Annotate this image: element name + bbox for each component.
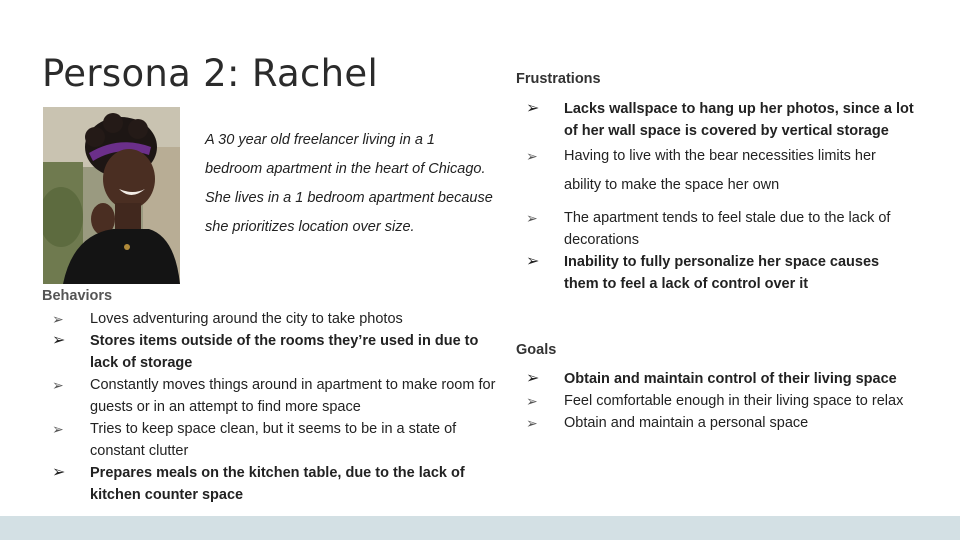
list-item	[516, 412, 936, 434]
page-title: Persona 2: Rachel	[42, 52, 379, 95]
persona-photo	[43, 107, 180, 284]
list-item	[42, 418, 502, 462]
arrow-bullet-icon: ➢	[526, 148, 538, 164]
list-item	[42, 374, 502, 418]
frustration-text: Inability to fully personalize her space causes them to feel a lack of control over it	[564, 254, 880, 292]
frustrations-list	[516, 98, 916, 295]
arrow-bullet-icon: ➢	[526, 253, 540, 270]
list-item	[516, 251, 916, 295]
arrow-bullet-icon: ➢	[526, 210, 538, 226]
behavior-text: Tries to keep space clean, but it seems to be in a state of constant clutter	[90, 421, 457, 459]
list-item	[516, 207, 916, 251]
arrow-bullet-icon: ➢	[526, 393, 538, 409]
goals-heading: Goals	[516, 342, 557, 358]
goals-list	[516, 368, 936, 434]
list-item	[42, 330, 502, 374]
list-item	[516, 98, 916, 142]
behavior-text: Stores items outside of the rooms they’re used in due to lack of storage	[90, 333, 479, 371]
behavior-text: Constantly moves things around in apartment to make room for guests or in an attempt to find more space	[90, 377, 496, 415]
behaviors-list	[42, 308, 502, 506]
arrow-bullet-icon: ➢	[526, 100, 540, 117]
goal-text: Obtain and maintain control of their living space	[564, 371, 897, 387]
behaviors-heading: Behaviors	[42, 288, 113, 304]
list-item	[516, 390, 936, 412]
frustration-text: Lacks wallspace to hang up her photos, since a lot of her wall space is covered by vertical storage	[564, 101, 914, 139]
goal-text: Obtain and maintain a personal space	[564, 415, 809, 431]
arrow-bullet-icon: ➢	[526, 370, 540, 387]
persona-bio: A 30 year old freelancer living in a 1 bedroom apartment in the heart of Chicago. She lives in a 1 bedroom apartment because she prioritizes location over size.	[205, 132, 493, 235]
list-item	[516, 142, 916, 200]
goal-text: Feel comfortable enough in their living space to relax	[564, 393, 904, 409]
list-item	[516, 368, 936, 390]
behavior-text: Prepares meals on the kitchen table, due to the lack of kitchen counter space	[90, 465, 465, 503]
arrow-bullet-icon: ➢	[52, 421, 64, 437]
frustration-text: Having to live with the bear necessities limits her ability to make the space her own	[564, 148, 876, 193]
list-item	[42, 308, 502, 330]
arrow-bullet-icon: ➢	[526, 415, 538, 431]
footer-band	[0, 516, 960, 540]
behavior-text: Loves adventuring around the city to take photos	[90, 311, 403, 327]
frustrations-heading: Frustrations	[516, 71, 601, 87]
arrow-bullet-icon: ➢	[52, 311, 64, 327]
frustration-text: The apartment tends to feel stale due to the lack of decorations	[564, 210, 891, 248]
arrow-bullet-icon: ➢	[52, 377, 64, 393]
list-item	[42, 462, 502, 506]
arrow-bullet-icon: ➢	[52, 332, 66, 349]
arrow-bullet-icon: ➢	[52, 464, 66, 481]
